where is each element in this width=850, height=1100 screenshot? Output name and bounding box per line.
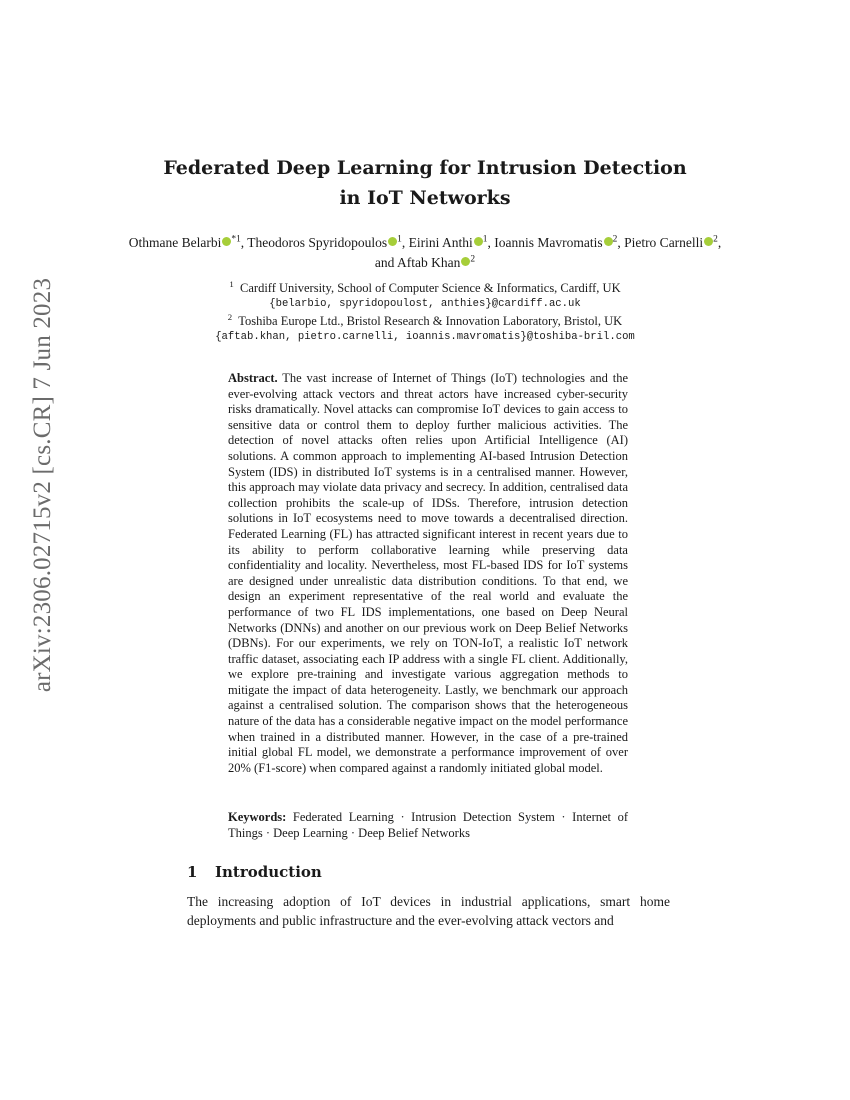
keywords-label: Keywords: bbox=[228, 810, 287, 824]
abstract bbox=[228, 371, 628, 776]
section-heading bbox=[187, 863, 322, 881]
affiliations bbox=[120, 280, 730, 345]
author-name: Theodoros Spyridopoulos bbox=[247, 235, 388, 250]
author-affil-mark: 1 bbox=[482, 234, 488, 245]
affiliation-emails[interactable]: {aftab.khan, pietro.carnelli, ioannis.mavromatis}@toshiba-bril.com bbox=[215, 330, 635, 343]
and-word: and bbox=[374, 255, 395, 270]
affiliation-mark: 2 bbox=[227, 311, 233, 322]
title-line-1: Federated Deep Learning for Intrusion Detection bbox=[163, 157, 687, 179]
orcid-icon[interactable] bbox=[388, 237, 397, 246]
author-affil-mark: 1 bbox=[397, 234, 402, 245]
affiliation-2 bbox=[120, 313, 730, 329]
section-title: Introduction bbox=[215, 863, 322, 881]
orcid-icon[interactable] bbox=[704, 237, 713, 246]
affiliation-text: Toshiba Europe Ltd., Bristol Research & Innovation Laboratory, Bristol, UK bbox=[238, 313, 623, 328]
keywords bbox=[228, 810, 628, 841]
affiliation-1 bbox=[120, 280, 730, 296]
arxiv-identifier bbox=[18, 277, 68, 693]
abstract-label: Abstract. bbox=[228, 371, 278, 385]
abstract-text: The vast increase of Internet of Things (IoT) technologies and the ever-evolving attack vectors and threat actors have increased cyber-security risks dramatically. Novel attacks can compromise IoT devices to gain access to sensitive data or control them to deploy further malicious activities. The detection of novel attacks often relies upon Artificial Intelligence (AI) solutions. A common approach to implementing AI-based Intrusion Detection System (IDS) in distributed IoT systems is in a centralised manner. However, this approach may violate data privacy and secrecy. In addition, centralised data collection prohibits the scale-up of IDSs. Therefore, intrusion detection solutions in IoT ecosystems need to move towards a decentralised direction. Federated Learning (FL) has attracted significant interest in recent years due to its ability to perform collaborative learning while preserving data confidentiality and locality. Nevertheless, most FL-based IDS for IoT systems are designed under unrealistic data distribution conditions. To that end, we design an experiment representative of the real world and evaluate the performance of two FL IDS implementations, one based on Deep Neural Networks (DNNs) and another on our previous work on Deep Belief Networks (DBNs). For our experiments, we rely on TON-IoT, a realistic IoT network traffic dataset, associating each IP address with a single FL client. Additionally, we explore pre-training and investigate various aggregation methods to mitigate the impact of data heterogeneity. Lastly, we benchmark our approach against a centralised solution. The comparison shows that the heterogeneous nature of the data has a considerable negative impact on the model performance when trained in a distributed manner. However, in the case of a pre-trained initial global FL model, we demonstrate a performance improvement of over 20% (F1-score) when compared against a randomly initiated global model. bbox=[228, 371, 628, 775]
author-name: Ioannis Mavromatis bbox=[494, 235, 603, 250]
author-name: Pietro Carnelli bbox=[624, 235, 704, 250]
orcid-icon[interactable] bbox=[604, 237, 613, 246]
affiliation-text: Cardiff University, School of Computer Science & Informatics, Cardiff, UK bbox=[240, 281, 621, 295]
affiliation-emails[interactable]: {belarbio, spyridopoulost, anthies}@cardiff.ac.uk bbox=[269, 298, 581, 311]
author-name: Aftab Khan bbox=[397, 255, 461, 270]
author-affil-mark: *1 bbox=[231, 234, 241, 245]
author-affil-mark: 2 bbox=[713, 234, 718, 245]
keywords-text: Federated Learning · Intrusion Detection System · Internet of Things · Deep Learning · Deep Belief Networks bbox=[228, 810, 628, 840]
arxiv-identifier-text: arXiv:2306.02715v2 [cs.CR] 7 Jun 2023 bbox=[29, 277, 56, 693]
intro-paragraph: The increasing adoption of IoT devices in industrial applications, smart home deployments and public infrastructure and the ever-evolving attack vectors and bbox=[187, 894, 670, 928]
orcid-icon[interactable] bbox=[474, 237, 483, 246]
author-affil-mark: 2 bbox=[612, 234, 618, 245]
title-line-2: in IoT Networks bbox=[339, 187, 511, 209]
author-name: Eirini Anthi bbox=[408, 235, 473, 250]
affiliation-mark: 1 bbox=[229, 278, 234, 289]
author-list: Othmane Belarbi $^{*1}$, Theodoros Spyridopoulos $^1$, Eirini Anthi $^1$, Ioannis Mavromatis $^2$, Pietro Carnelli $^2$, and Aftab Khan $^2$ bbox=[128, 234, 722, 270]
orcid-icon[interactable] bbox=[222, 237, 231, 246]
paper-title bbox=[0, 153, 850, 213]
section-number: 1 bbox=[187, 863, 198, 881]
author-name: Othmane Belarbi bbox=[128, 235, 222, 250]
author-affil-mark: 2 bbox=[470, 254, 476, 265]
